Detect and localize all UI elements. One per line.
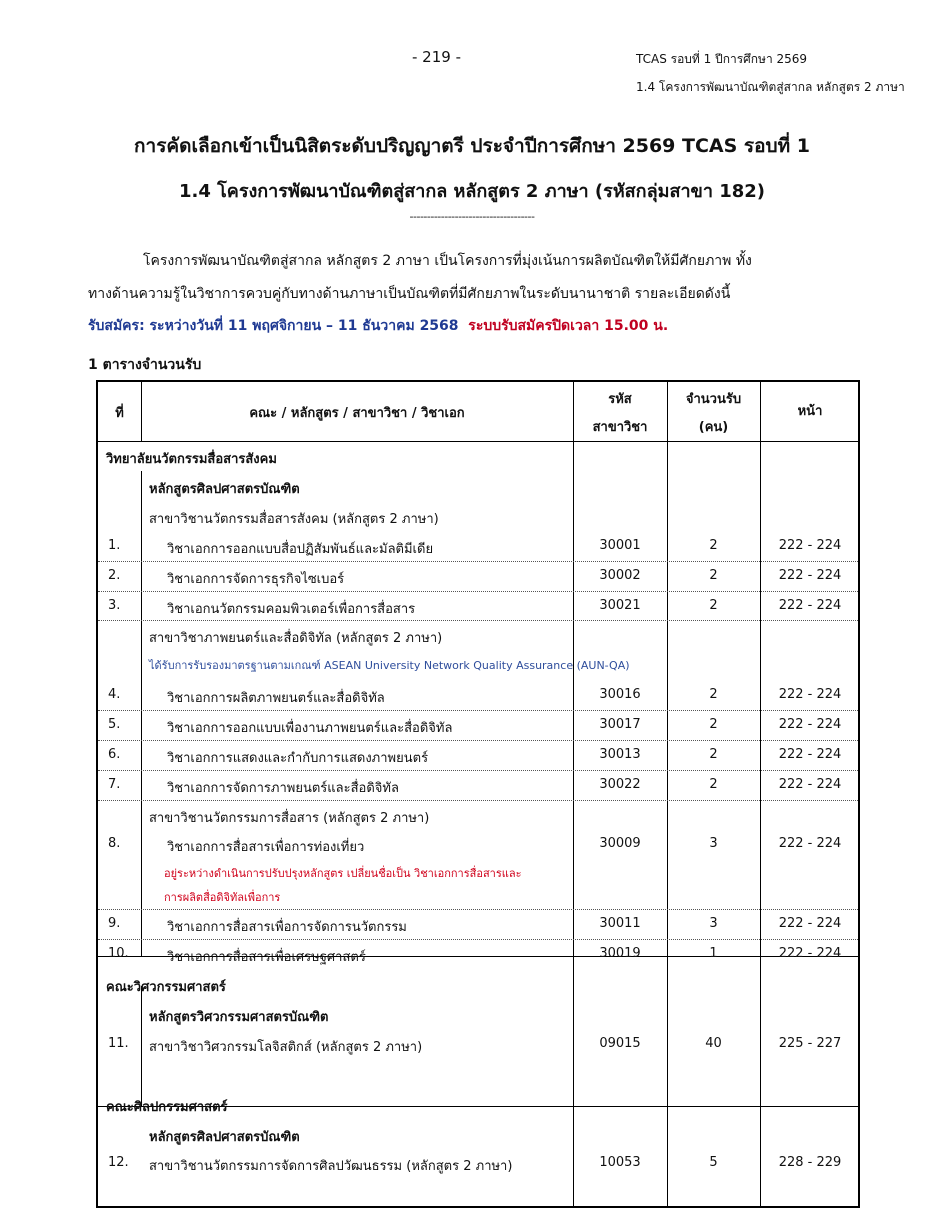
row-name: วิชาเอกการสื่อสารเพื่อการท่องเที่ยว (167, 840, 365, 855)
row-no: 9. (108, 916, 121, 931)
row-code: 10053 (599, 1155, 641, 1170)
row-page: 222 - 224 (778, 568, 842, 583)
row-name: สาขาวิชาวิศวกรรมโลจิสติกส์ (หลักสูตร 2 ภาษา) (149, 1040, 423, 1055)
row-name: วิชาเอกการผลิตภาพยนตร์และสื่อดิจิทัล (167, 691, 385, 706)
row-seats: 40 (705, 1036, 722, 1051)
faculty-heading: คณะวิศวกรรมศาสตร์ (106, 980, 226, 995)
degree-heading: หลักสูตรศิลปศาสตรบัณฑิต (149, 482, 300, 497)
intro-line-1: โครงการพัฒนาบัณฑิตสู่สากล หลักสูตร 2 ภาษา เป็นโครงการที่มุ่งเน้นการผลิตบัณฑิตให้มีศักยภาพ ทั้ง (143, 253, 752, 269)
row-no: 5. (108, 717, 121, 732)
row-no: 2. (108, 568, 121, 583)
title-divider: ------------------------------------ (409, 210, 535, 223)
header-seats-1: จำนวนรับ (685, 392, 742, 407)
row-page: 222 - 224 (778, 946, 842, 961)
curriculum-note: อยู่ระหว่างดำเนินการปรับปรุงหลักสูตร เปลี่ยนชื่อเป็น วิชาเอกการสื่อสารและ (164, 867, 522, 880)
row-no: 4. (108, 687, 121, 702)
row-code: 30019 (599, 946, 641, 961)
header-program: คณะ / หลักสูตร / สาขาวิชา / วิชาเอก (249, 406, 465, 421)
row-name: วิชาเอกการจัดการภาพยนตร์และสื่อดิจิทัล (167, 781, 399, 796)
document-subtitle: 1.4 โครงการพัฒนาบัณฑิตสู่สากล หลักสูตร 2 ภาษา (รหัสกลุ่มสาขา 182) (178, 181, 766, 202)
page-number: - 219 - (412, 48, 461, 66)
row-seats: 2 (709, 717, 718, 732)
row-code: 30022 (599, 777, 641, 792)
header-code-1: รหัส (608, 392, 632, 407)
row-code: 30011 (599, 916, 641, 931)
registration-period (88, 315, 668, 337)
faculty-heading: คณะศิลปกรรมศาสตร์ (106, 1100, 228, 1115)
header-no: ที่ (115, 406, 124, 421)
row-page: 225 - 227 (778, 1036, 842, 1051)
row-no: 7. (108, 777, 121, 792)
row-no: 11. (108, 1036, 129, 1051)
row-seats: 2 (709, 687, 718, 702)
row-page: 222 - 224 (778, 538, 842, 553)
row-seats: 3 (709, 916, 718, 931)
row-name: วิชาเอกการออกแบบสื่อปฏิสัมพันธ์และมัลติมีเดีย (167, 542, 434, 557)
row-no: 12. (108, 1155, 129, 1170)
row-code: 30021 (599, 598, 641, 613)
row-name: สาขาวิชานวัตกรรมการจัดการศิลปวัฒนธรรม (หลักสูตร 2 ภาษา) (149, 1159, 513, 1174)
row-code: 30009 (599, 836, 641, 851)
degree-heading: หลักสูตรวิศวกรรมศาสตรบัณฑิต (149, 1010, 329, 1025)
section-title: 1 ตารางจำนวนรับ (88, 357, 202, 373)
row-name: วิชาเอกการสื่อสารเพื่อเศรษฐศาสตร์ (167, 950, 366, 965)
major-heading: สาขาวิชาภาพยนตร์และสื่อดิจิทัล (หลักสูตร 2 ภาษา) (149, 631, 443, 646)
header-seats-2: (คน) (698, 420, 729, 435)
row-code: 30016 (599, 687, 641, 702)
row-page: 222 - 224 (778, 717, 842, 732)
row-seats: 2 (709, 777, 718, 792)
row-page: 222 - 224 (778, 687, 842, 702)
row-page: 222 - 224 (778, 747, 842, 762)
row-name: วิชาเอกการจัดการธุรกิจไซเบอร์ (167, 572, 345, 587)
row-code: 30017 (599, 717, 641, 732)
row-seats: 2 (709, 598, 718, 613)
registration-dates: รับสมัคร: ระหว่างวันที่ 11 พฤศจิกายน – 11 ธันวาคม 2568 (88, 318, 459, 334)
row-code: 09015 (599, 1036, 641, 1051)
row-page: 222 - 224 (778, 836, 842, 851)
registration-deadline: ระบบรับสมัครปิดเวลา 15.00 น. (468, 318, 669, 334)
row-name: วิชาเอกนวัตกรรมคอมพิวเตอร์เพื่อการสื่อสาร (167, 602, 416, 617)
curriculum-note: การผลิตสื่อดิจิทัลเพื่อการ (164, 891, 281, 904)
row-code: 30001 (599, 538, 641, 553)
header-code-2: สาขาวิชา (592, 420, 648, 435)
row-seats: 2 (709, 538, 718, 553)
row-code: 30002 (599, 568, 641, 583)
row-page: 222 - 224 (778, 916, 842, 931)
document-title: การคัดเลือกเข้าเป็นนิสิตระดับปริญญาตรี ประจำปีการศึกษา 2569 TCAS รอบที่ 1 (134, 135, 810, 157)
running-header-project: 1.4 โครงการพัฒนาบัณฑิตสู่สากล หลักสูตร 2 ภาษา (636, 80, 905, 94)
major-heading: สาขาวิชานวัตกรรมการสื่อสาร (หลักสูตร 2 ภาษา) (149, 811, 430, 826)
major-heading: สาขาวิชานวัตกรรมสื่อสารสังคม (หลักสูตร 2 ภาษา) (149, 512, 439, 527)
faculty-heading: วิทยาลัยนวัตกรรมสื่อสารสังคม (106, 452, 277, 467)
accreditation-note: ได้รับการรับรองมาตรฐานตามเกณฑ์ ASEAN University Network Quality Assurance (AUN-QA) (149, 659, 630, 672)
header-page: หน้า (797, 404, 823, 419)
intro-line-2: ทางด้านความรู้ในวิชาการควบคู่กับทางด้านภาษาเป็นบัณฑิตที่มีศักยภาพในระดับนานาชาติ รายละเอียดดังนี้ (88, 286, 731, 302)
row-name: วิชาเอกการออกแบบเพื่องานภาพยนตร์และสื่อดิจิทัล (167, 721, 453, 736)
row-name: วิชาเอกการสื่อสารเพื่อการจัดการนวัตกรรม (167, 920, 407, 935)
row-no: 8. (108, 836, 121, 851)
row-seats: 2 (709, 747, 718, 762)
row-no: 3. (108, 598, 121, 613)
row-page: 228 - 229 (778, 1155, 842, 1170)
row-seats: 5 (709, 1155, 718, 1170)
degree-heading: หลักสูตรศิลปศาสตรบัณฑิต (149, 1130, 300, 1145)
row-no: 10. (108, 946, 129, 961)
admission-table (96, 380, 860, 1208)
row-seats: 3 (709, 836, 718, 851)
row-page: 222 - 224 (778, 777, 842, 792)
row-no: 6. (108, 747, 121, 762)
row-page: 222 - 224 (778, 598, 842, 613)
row-name: วิชาเอกการแสดงและกำกับการแสดงภาพยนตร์ (167, 751, 429, 766)
row-seats: 2 (709, 568, 718, 583)
row-seats: 1 (709, 946, 718, 961)
row-code: 30013 (599, 747, 641, 762)
row-no: 1. (108, 538, 121, 553)
running-header-round: TCAS รอบที่ 1 ปีการศึกษา 2569 (636, 52, 808, 66)
